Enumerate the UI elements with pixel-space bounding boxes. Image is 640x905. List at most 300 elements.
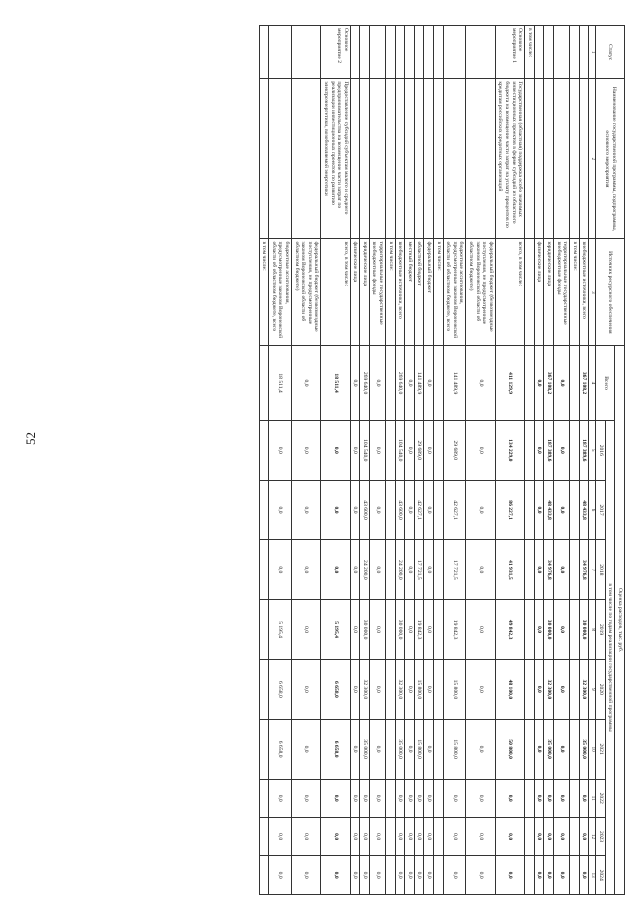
value-cell: 0,0 xyxy=(424,817,434,855)
status-cell xyxy=(386,26,396,79)
status-cell xyxy=(553,26,569,79)
table-row xyxy=(544,26,554,895)
value-cell: 0,0 xyxy=(466,856,495,895)
value-cell: 367 108,2 xyxy=(579,346,589,421)
source-cell: внебюджетные источники, всего xyxy=(395,239,405,346)
value-cell xyxy=(525,659,535,719)
name-cell xyxy=(544,79,554,239)
value-cell: 43 600,0 xyxy=(395,480,405,540)
column-number: 6 xyxy=(589,480,596,540)
value-cell xyxy=(386,600,396,660)
value-cell: 0,0 xyxy=(321,540,350,600)
value-cell xyxy=(259,856,269,895)
value-cell: 367 108,2 xyxy=(544,346,554,421)
value-cell: 0,0 xyxy=(321,817,350,855)
value-cell: 0,0 xyxy=(405,600,415,660)
value-cell: 0,0 xyxy=(350,779,360,817)
value-cell: 0,0 xyxy=(414,817,424,855)
value-cell xyxy=(259,420,269,480)
value-cell: 0,0 xyxy=(544,779,554,817)
value-cell: 18 511,4 xyxy=(321,346,350,421)
value-cell xyxy=(525,779,535,817)
value-cell xyxy=(434,856,444,895)
value-cell: 0,0 xyxy=(321,856,350,895)
value-cell: 141 489,9 xyxy=(414,346,424,421)
table-row xyxy=(414,26,424,895)
resource-table xyxy=(95,25,625,895)
value-cell: 17 721,5 xyxy=(414,540,424,600)
value-cell: 0,0 xyxy=(495,779,524,817)
value-cell xyxy=(570,540,580,600)
value-cell: 32 300,0 xyxy=(395,659,405,719)
value-cell xyxy=(570,779,580,817)
value-cell: 0,0 xyxy=(291,600,320,660)
value-cell xyxy=(570,480,580,540)
status-cell xyxy=(350,26,360,79)
header-year: 2022 xyxy=(596,779,606,817)
value-cell: 0,0 xyxy=(424,856,434,895)
value-cell: 30 000,0 xyxy=(544,600,554,660)
value-cell: 0,0 xyxy=(534,779,544,817)
value-cell: 411 129,9 xyxy=(495,346,524,421)
value-cell: 32 300,0 xyxy=(544,659,554,719)
status-cell xyxy=(434,26,444,79)
value-cell: 0,0 xyxy=(350,346,360,421)
value-cell: 0,0 xyxy=(443,779,466,817)
value-cell: 0,0 xyxy=(291,346,320,421)
value-cell: 0,0 xyxy=(369,346,385,421)
value-cell: 0,0 xyxy=(269,779,292,817)
column-number: 11 xyxy=(589,779,596,817)
source-cell: физические лица xyxy=(534,239,544,346)
value-cell: 0,0 xyxy=(405,817,415,855)
header-year: 2019 xyxy=(596,600,606,660)
table-row xyxy=(405,26,415,895)
status-cell xyxy=(269,26,292,79)
source-cell: в том числе: xyxy=(259,239,269,346)
value-cell: 0,0 xyxy=(424,779,434,817)
source-cell: бюджетные ассигнования, предусмотренные законом Воронежской области об областном бюджете, всего xyxy=(443,239,466,346)
status-cell xyxy=(443,26,466,79)
value-cell: 6 658,0 xyxy=(321,659,350,719)
value-cell: 0,0 xyxy=(291,540,320,600)
value-cell: 0,0 xyxy=(395,856,405,895)
value-cell: 5 195,4 xyxy=(269,600,292,660)
name-cell xyxy=(424,79,434,239)
value-cell xyxy=(525,856,535,895)
value-cell: 0,0 xyxy=(321,480,350,540)
value-cell: 0,0 xyxy=(553,600,569,660)
value-cell xyxy=(570,817,580,855)
value-cell: 0,0 xyxy=(534,817,544,855)
name-cell: Предоставление субсидий субъектам малого и среднего предпринимательства на возмещение части затрат по реализации инвестиционных проектов по развитию электроэнергетики, возобновляемой энергетики xyxy=(321,79,350,239)
column-number: 12 xyxy=(589,817,596,855)
value-cell: 0,0 xyxy=(405,659,415,719)
value-cell: 19 842,3 xyxy=(443,600,466,660)
column-number: 13 xyxy=(589,856,596,895)
value-cell: 0,0 xyxy=(395,779,405,817)
value-cell: 35 000,0 xyxy=(579,719,589,779)
value-cell: 0,0 xyxy=(534,420,544,480)
name-cell xyxy=(443,79,466,239)
value-cell xyxy=(434,779,444,817)
value-cell: 0,0 xyxy=(405,779,415,817)
status-cell xyxy=(466,26,495,79)
value-cell xyxy=(525,719,535,779)
name-cell xyxy=(466,79,495,239)
value-cell: 0,0 xyxy=(424,346,434,421)
value-cell: 0,0 xyxy=(553,420,569,480)
value-cell: 0,0 xyxy=(443,817,466,855)
table-row xyxy=(424,26,434,895)
value-cell: 0,0 xyxy=(269,480,292,540)
value-cell: 29 689,0 xyxy=(414,420,424,480)
value-cell: 0,0 xyxy=(321,420,350,480)
value-cell xyxy=(386,779,396,817)
source-cell: областной бюджет xyxy=(414,239,424,346)
source-cell: внебюджетные источники, всего xyxy=(579,239,589,346)
value-cell: 86 227,1 xyxy=(495,480,524,540)
name-cell xyxy=(360,79,370,239)
value-cell: 30 000,0 xyxy=(360,600,370,660)
value-cell: 0,0 xyxy=(269,817,292,855)
table-body xyxy=(259,26,589,895)
name-cell xyxy=(350,79,360,239)
table-row xyxy=(321,26,350,895)
value-cell: 0,0 xyxy=(495,817,524,855)
source-cell: в том числе: xyxy=(570,239,580,346)
value-cell: 0,0 xyxy=(350,600,360,660)
value-cell: 0,0 xyxy=(534,659,544,719)
header-name: Наименование государственной программы, подпрограммы, основного мероприятия xyxy=(596,79,625,239)
value-cell xyxy=(386,420,396,480)
value-cell: 30 000,0 xyxy=(395,600,405,660)
value-cell xyxy=(386,540,396,600)
value-cell: 0,0 xyxy=(350,480,360,540)
value-cell: 0,0 xyxy=(405,346,415,421)
status-cell xyxy=(414,26,424,79)
value-cell: 0,0 xyxy=(360,856,370,895)
header-year: 2024 xyxy=(596,856,606,895)
table-row xyxy=(269,26,292,895)
value-cell: 0,0 xyxy=(424,420,434,480)
value-cell xyxy=(434,480,444,540)
value-cell xyxy=(525,600,535,660)
value-cell: 19 842,3 xyxy=(414,600,424,660)
status-cell xyxy=(544,26,554,79)
value-cell: 0,0 xyxy=(579,817,589,855)
status-cell xyxy=(570,26,580,79)
value-cell: 0,0 xyxy=(534,480,544,540)
value-cell xyxy=(525,346,535,421)
column-number: 5 xyxy=(589,420,596,480)
value-cell: 17 721,5 xyxy=(443,540,466,600)
value-cell: 24 200,0 xyxy=(360,540,370,600)
value-cell: 34 976,8 xyxy=(579,540,589,600)
value-cell: 0,0 xyxy=(291,817,320,855)
status-cell xyxy=(579,26,589,79)
value-cell: 0,0 xyxy=(291,856,320,895)
value-cell xyxy=(386,480,396,540)
value-cell xyxy=(525,420,535,480)
value-cell: 0,0 xyxy=(350,420,360,480)
status-cell xyxy=(259,26,269,79)
status-cell: Основное мероприятие 1 xyxy=(495,26,524,79)
header-year: 2023 xyxy=(596,817,606,855)
value-cell: 0,0 xyxy=(424,480,434,540)
name-cell xyxy=(395,79,405,239)
value-cell: 0,0 xyxy=(369,480,385,540)
name-cell xyxy=(386,79,396,239)
value-cell: 134 229,0 xyxy=(495,420,524,480)
header-estimate: Оценка расходов, тыс. руб. xyxy=(615,346,625,895)
source-cell xyxy=(525,239,535,346)
value-cell: 0,0 xyxy=(534,719,544,779)
table-row xyxy=(553,26,569,895)
value-cell xyxy=(525,540,535,600)
value-cell: 0,0 xyxy=(405,856,415,895)
column-number: 10 xyxy=(589,719,596,779)
value-cell: 0,0 xyxy=(466,600,495,660)
value-cell xyxy=(386,856,396,895)
value-cell: 50 800,0 xyxy=(495,719,524,779)
value-cell: 0,0 xyxy=(553,856,569,895)
value-cell: 0,0 xyxy=(405,540,415,600)
column-number: 3 xyxy=(589,239,596,346)
value-cell: 35 000,0 xyxy=(544,719,554,779)
value-cell: 0,0 xyxy=(321,779,350,817)
value-cell xyxy=(259,779,269,817)
value-cell: 0,0 xyxy=(466,346,495,421)
value-cell: 0,0 xyxy=(369,719,385,779)
value-cell: 0,0 xyxy=(291,480,320,540)
column-number: 2 xyxy=(589,79,596,239)
value-cell: 34 976,8 xyxy=(544,540,554,600)
table-row xyxy=(291,26,320,895)
table-row xyxy=(360,26,370,895)
value-cell: 0,0 xyxy=(534,856,544,895)
value-cell: 0,0 xyxy=(360,779,370,817)
name-cell xyxy=(369,79,385,239)
name-cell xyxy=(414,79,424,239)
value-cell: 0,0 xyxy=(553,346,569,421)
value-cell: 0,0 xyxy=(405,480,415,540)
value-cell: 0,0 xyxy=(424,600,434,660)
page-number: 52 xyxy=(23,432,38,445)
value-cell: 0,0 xyxy=(466,719,495,779)
name-cell xyxy=(570,79,580,239)
value-cell xyxy=(259,346,269,421)
value-cell: 0,0 xyxy=(350,856,360,895)
table-row xyxy=(495,26,524,895)
value-cell: 32 300,0 xyxy=(579,659,589,719)
value-cell xyxy=(570,600,580,660)
value-cell: 0,0 xyxy=(534,600,544,660)
name-cell xyxy=(269,79,292,239)
value-cell: 187 389,6 xyxy=(544,420,554,480)
table-row xyxy=(350,26,360,895)
value-cell xyxy=(570,420,580,480)
value-cell: 0,0 xyxy=(405,420,415,480)
value-cell: 0,0 xyxy=(350,540,360,600)
status-cell: Основное мероприятие 2 xyxy=(321,26,350,79)
value-cell: 0,0 xyxy=(269,420,292,480)
header-status: Статус xyxy=(596,26,625,79)
value-cell xyxy=(386,346,396,421)
value-cell: 0,0 xyxy=(414,779,424,817)
source-cell: федеральный бюджет xyxy=(424,239,434,346)
value-cell: 49 842,3 xyxy=(495,600,524,660)
column-number: 8 xyxy=(589,600,596,660)
value-cell xyxy=(259,480,269,540)
value-cell: 0,0 xyxy=(466,540,495,600)
value-cell: 18 511,4 xyxy=(269,346,292,421)
value-cell: 0,0 xyxy=(466,420,495,480)
table-row xyxy=(259,26,269,895)
value-cell: 0,0 xyxy=(424,719,434,779)
value-cell: 29 689,0 xyxy=(443,420,466,480)
source-cell: местный бюджет xyxy=(405,239,415,346)
value-cell xyxy=(259,817,269,855)
value-cell: 6 658,0 xyxy=(269,659,292,719)
column-number: 4 xyxy=(589,346,596,421)
value-cell: 0,0 xyxy=(369,856,385,895)
value-cell: 0,0 xyxy=(553,659,569,719)
header-row-1 xyxy=(615,26,625,895)
value-cell xyxy=(434,346,444,421)
value-cell: 35 000,0 xyxy=(360,719,370,779)
status-cell xyxy=(534,26,544,79)
value-cell: 0,0 xyxy=(544,817,554,855)
value-cell: 0,0 xyxy=(291,659,320,719)
table-row xyxy=(395,26,405,895)
status-cell xyxy=(395,26,405,79)
value-cell: 0,0 xyxy=(369,600,385,660)
value-cell: 269 640,0 xyxy=(395,346,405,421)
header-total: Всего xyxy=(596,346,615,421)
name-cell xyxy=(405,79,415,239)
column-number: 9 xyxy=(589,659,596,719)
source-cell: в том числе: xyxy=(434,239,444,346)
table-row xyxy=(534,26,544,895)
value-cell: 0,0 xyxy=(553,779,569,817)
status-cell xyxy=(369,26,385,79)
value-cell: 0,0 xyxy=(466,659,495,719)
source-cell: физические лица xyxy=(350,239,360,346)
name-cell xyxy=(434,79,444,239)
column-number-row xyxy=(589,26,596,895)
value-cell xyxy=(259,600,269,660)
value-cell: 0,0 xyxy=(269,856,292,895)
value-cell: 41 931,5 xyxy=(495,540,524,600)
name-cell xyxy=(579,79,589,239)
name-cell: Государственная (областная) поддержка особо значимых инвестиционных проектов в форме субсидий из областного бюджета на возмещение части затрат на уплату процентов по кредитам российских кредитных организаций xyxy=(495,79,524,239)
value-cell xyxy=(570,856,580,895)
value-cell xyxy=(386,659,396,719)
value-cell: 43 600,0 xyxy=(360,480,370,540)
value-cell xyxy=(434,659,444,719)
value-cell: 0,0 xyxy=(553,817,569,855)
name-cell xyxy=(553,79,569,239)
value-cell xyxy=(434,600,444,660)
value-cell xyxy=(434,719,444,779)
header-year: 2020 xyxy=(596,659,606,719)
value-cell: 42 627,1 xyxy=(443,480,466,540)
table-row xyxy=(369,26,385,895)
value-cell: 0,0 xyxy=(291,420,320,480)
value-cell: 0,0 xyxy=(553,719,569,779)
header-year: 2018 xyxy=(596,540,606,600)
value-cell: 0,0 xyxy=(553,480,569,540)
value-cell: 0,0 xyxy=(291,779,320,817)
status-cell xyxy=(291,26,320,79)
source-cell: бюджетные ассигнования, предусмотренные законом Воронежской области об областном бюджете, всего xyxy=(269,239,292,346)
name-cell xyxy=(291,79,320,239)
status-cell: в том числе: xyxy=(525,26,535,79)
header-year: 2021 xyxy=(596,719,606,779)
value-cell: 0,0 xyxy=(466,817,495,855)
value-cell: 0,0 xyxy=(553,540,569,600)
value-cell: 15 800,0 xyxy=(414,659,424,719)
value-cell: 187 389,6 xyxy=(579,420,589,480)
value-cell: 48 433,8 xyxy=(544,480,554,540)
source-cell: федеральный бюджет (безвозмездные поступления, не предусмотренные законом Воронежской области об областном бюджете) xyxy=(466,239,495,346)
value-cell: 141 489,9 xyxy=(443,346,466,421)
table-row xyxy=(434,26,444,895)
value-cell xyxy=(259,540,269,600)
value-cell: 0,0 xyxy=(369,817,385,855)
value-cell: 0,0 xyxy=(534,346,544,421)
value-cell: 0,0 xyxy=(466,480,495,540)
value-cell xyxy=(570,659,580,719)
value-cell: 0,0 xyxy=(424,659,434,719)
value-cell xyxy=(259,719,269,779)
column-number: 1 xyxy=(589,26,596,79)
value-cell: 104 540,0 xyxy=(360,420,370,480)
value-cell: 0,0 xyxy=(350,719,360,779)
value-cell: 0,0 xyxy=(414,856,424,895)
value-cell: 0,0 xyxy=(291,719,320,779)
value-cell: 0,0 xyxy=(466,779,495,817)
value-cell: 32 300,0 xyxy=(360,659,370,719)
source-cell: территориальные государственные внебюджетные фонды xyxy=(369,239,385,346)
value-cell: 269 640,0 xyxy=(360,346,370,421)
value-cell: 0,0 xyxy=(405,719,415,779)
value-cell: 15 800,0 xyxy=(414,719,424,779)
value-cell: 5 195,4 xyxy=(321,600,350,660)
value-cell: 0,0 xyxy=(350,659,360,719)
source-cell: территориальные государственные внебюджетные фонды xyxy=(553,239,569,346)
value-cell: 104 540,0 xyxy=(395,420,405,480)
value-cell: 35 000,0 xyxy=(395,719,405,779)
source-cell: федеральный бюджет (безвозмездные поступления, не предусмотренные законом Воронежской области об областном бюджете) xyxy=(291,239,320,346)
value-cell: 0,0 xyxy=(424,540,434,600)
status-cell xyxy=(424,26,434,79)
value-cell: 15 800,0 xyxy=(443,719,466,779)
status-cell xyxy=(360,26,370,79)
source-cell: в том числе: xyxy=(386,239,396,346)
value-cell: 0,0 xyxy=(350,817,360,855)
value-cell: 0,0 xyxy=(534,540,544,600)
table-row xyxy=(525,26,535,895)
source-cell: юридические лица xyxy=(544,239,554,346)
header-year: 2017 xyxy=(596,480,606,540)
value-cell: 0,0 xyxy=(269,540,292,600)
value-cell xyxy=(434,817,444,855)
value-cell xyxy=(259,659,269,719)
header-in-year: в том числе по годам реализации государственной программы xyxy=(605,420,615,894)
value-cell xyxy=(434,420,444,480)
